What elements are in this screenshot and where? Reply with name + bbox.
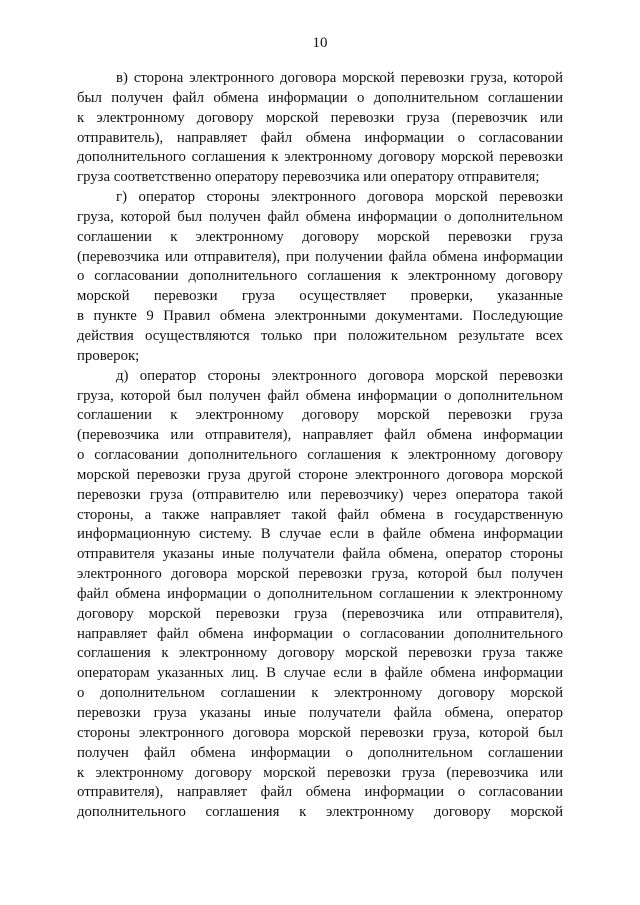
- text-line: перевозки груза указаны иные получатели файла обмена, оператор: [77, 705, 563, 721]
- text-line: о согласовании дополнительного соглашения к электронному договору: [77, 268, 563, 285]
- text-line: договору морской перевозки груза (перевозчика или отправителя),: [77, 605, 563, 622]
- text-line: информационную систему. В случае если в файле обмена информации: [77, 526, 563, 543]
- text-line: г) оператор стороны электронного договора морской перевозки: [116, 189, 563, 206]
- text-line: проверок;: [77, 347, 140, 364]
- text-line: направляет файл обмена информации о согласовании дополнительного: [77, 625, 563, 642]
- text-line: стороны, а также направляет такой файл обмена в государственную: [77, 506, 563, 523]
- text-line: груза соответственно оператору перевозчика или оператору отправителя;: [77, 169, 540, 186]
- text-line: д) оператор стороны электронного договора морской перевозки: [116, 367, 563, 384]
- text-line: получен файл обмена информации о дополнительном соглашении: [77, 744, 563, 761]
- text-line: к электронному договору морской перевозки груза (перевозчика или: [77, 764, 563, 781]
- text-line: груза, которой был получен файл обмена информации о дополнительном: [77, 208, 563, 225]
- text-line: о согласовании дополнительного соглашения к электронному договору: [77, 447, 563, 464]
- text-line: дополнительного соглашения к электронному договору морской: [77, 804, 563, 821]
- text-line: (перевозчика или отправителя), при получении файла обмена информации: [77, 248, 563, 265]
- text-line: дополнительного соглашения к электронному договору морской перевозки: [77, 149, 563, 166]
- paragraph-d: [77, 367, 563, 823]
- text-line: отправитель), направляет файл обмена информации о согласовании: [77, 129, 563, 146]
- text-line: отправителя), направляет файл обмена информации о согласовании: [77, 784, 563, 801]
- text-line: операторам указанных лиц. В случае если в файле обмена информации: [77, 665, 563, 682]
- text-line: соглашении к электронному договору морской перевозки груза: [77, 407, 563, 424]
- text-line: в) сторона электронного договора морской перевозки груза, которой: [116, 70, 563, 86]
- text-line: соглашения к электронному договору морской перевозки груза также: [77, 645, 563, 662]
- text-line: к электронному договору морской перевозки груза (перевозчик или: [77, 109, 563, 126]
- paragraph-v: [77, 69, 563, 188]
- text-line: перевозки груза (отправителю или перевозчику) через оператора такой: [77, 486, 563, 503]
- text-line: морской перевозки груза осуществляет проверки, указанные: [77, 288, 563, 305]
- text-line: (перевозчика или отправителя), направляет файл обмена информации: [77, 427, 563, 444]
- text-line: соглашении к электронному договору морской перевозки груза: [77, 228, 563, 245]
- text-line: о дополнительном соглашении к электронному договору морской: [77, 685, 563, 702]
- text-line: был получен файл обмена информации о дополнительном соглашении: [77, 89, 563, 106]
- text-line: файл обмена информации о дополнительном соглашении к электронному: [77, 585, 563, 602]
- paragraph-g: [77, 188, 563, 367]
- document-body: [77, 69, 563, 823]
- text-line: электронного договора морской перевозки груза, которой был получен: [77, 566, 563, 583]
- text-line: отправителя указаны иные получатели файла обмена, оператор стороны: [77, 546, 563, 563]
- page-number: 10: [312, 35, 328, 51]
- text-line: груза, которой был получен файл обмена информации о дополнительном: [77, 387, 563, 404]
- text-line: стороны электронного договора морской перевозки груза, которой был: [77, 724, 563, 741]
- text-line: в пункте 9 Правил обмена электронными документами. Последующие: [77, 308, 563, 325]
- text-line: морской перевозки груза другой стороне электронного договора морской: [77, 466, 563, 483]
- text-line: действия осуществляются только при положительном результате всех: [77, 327, 563, 344]
